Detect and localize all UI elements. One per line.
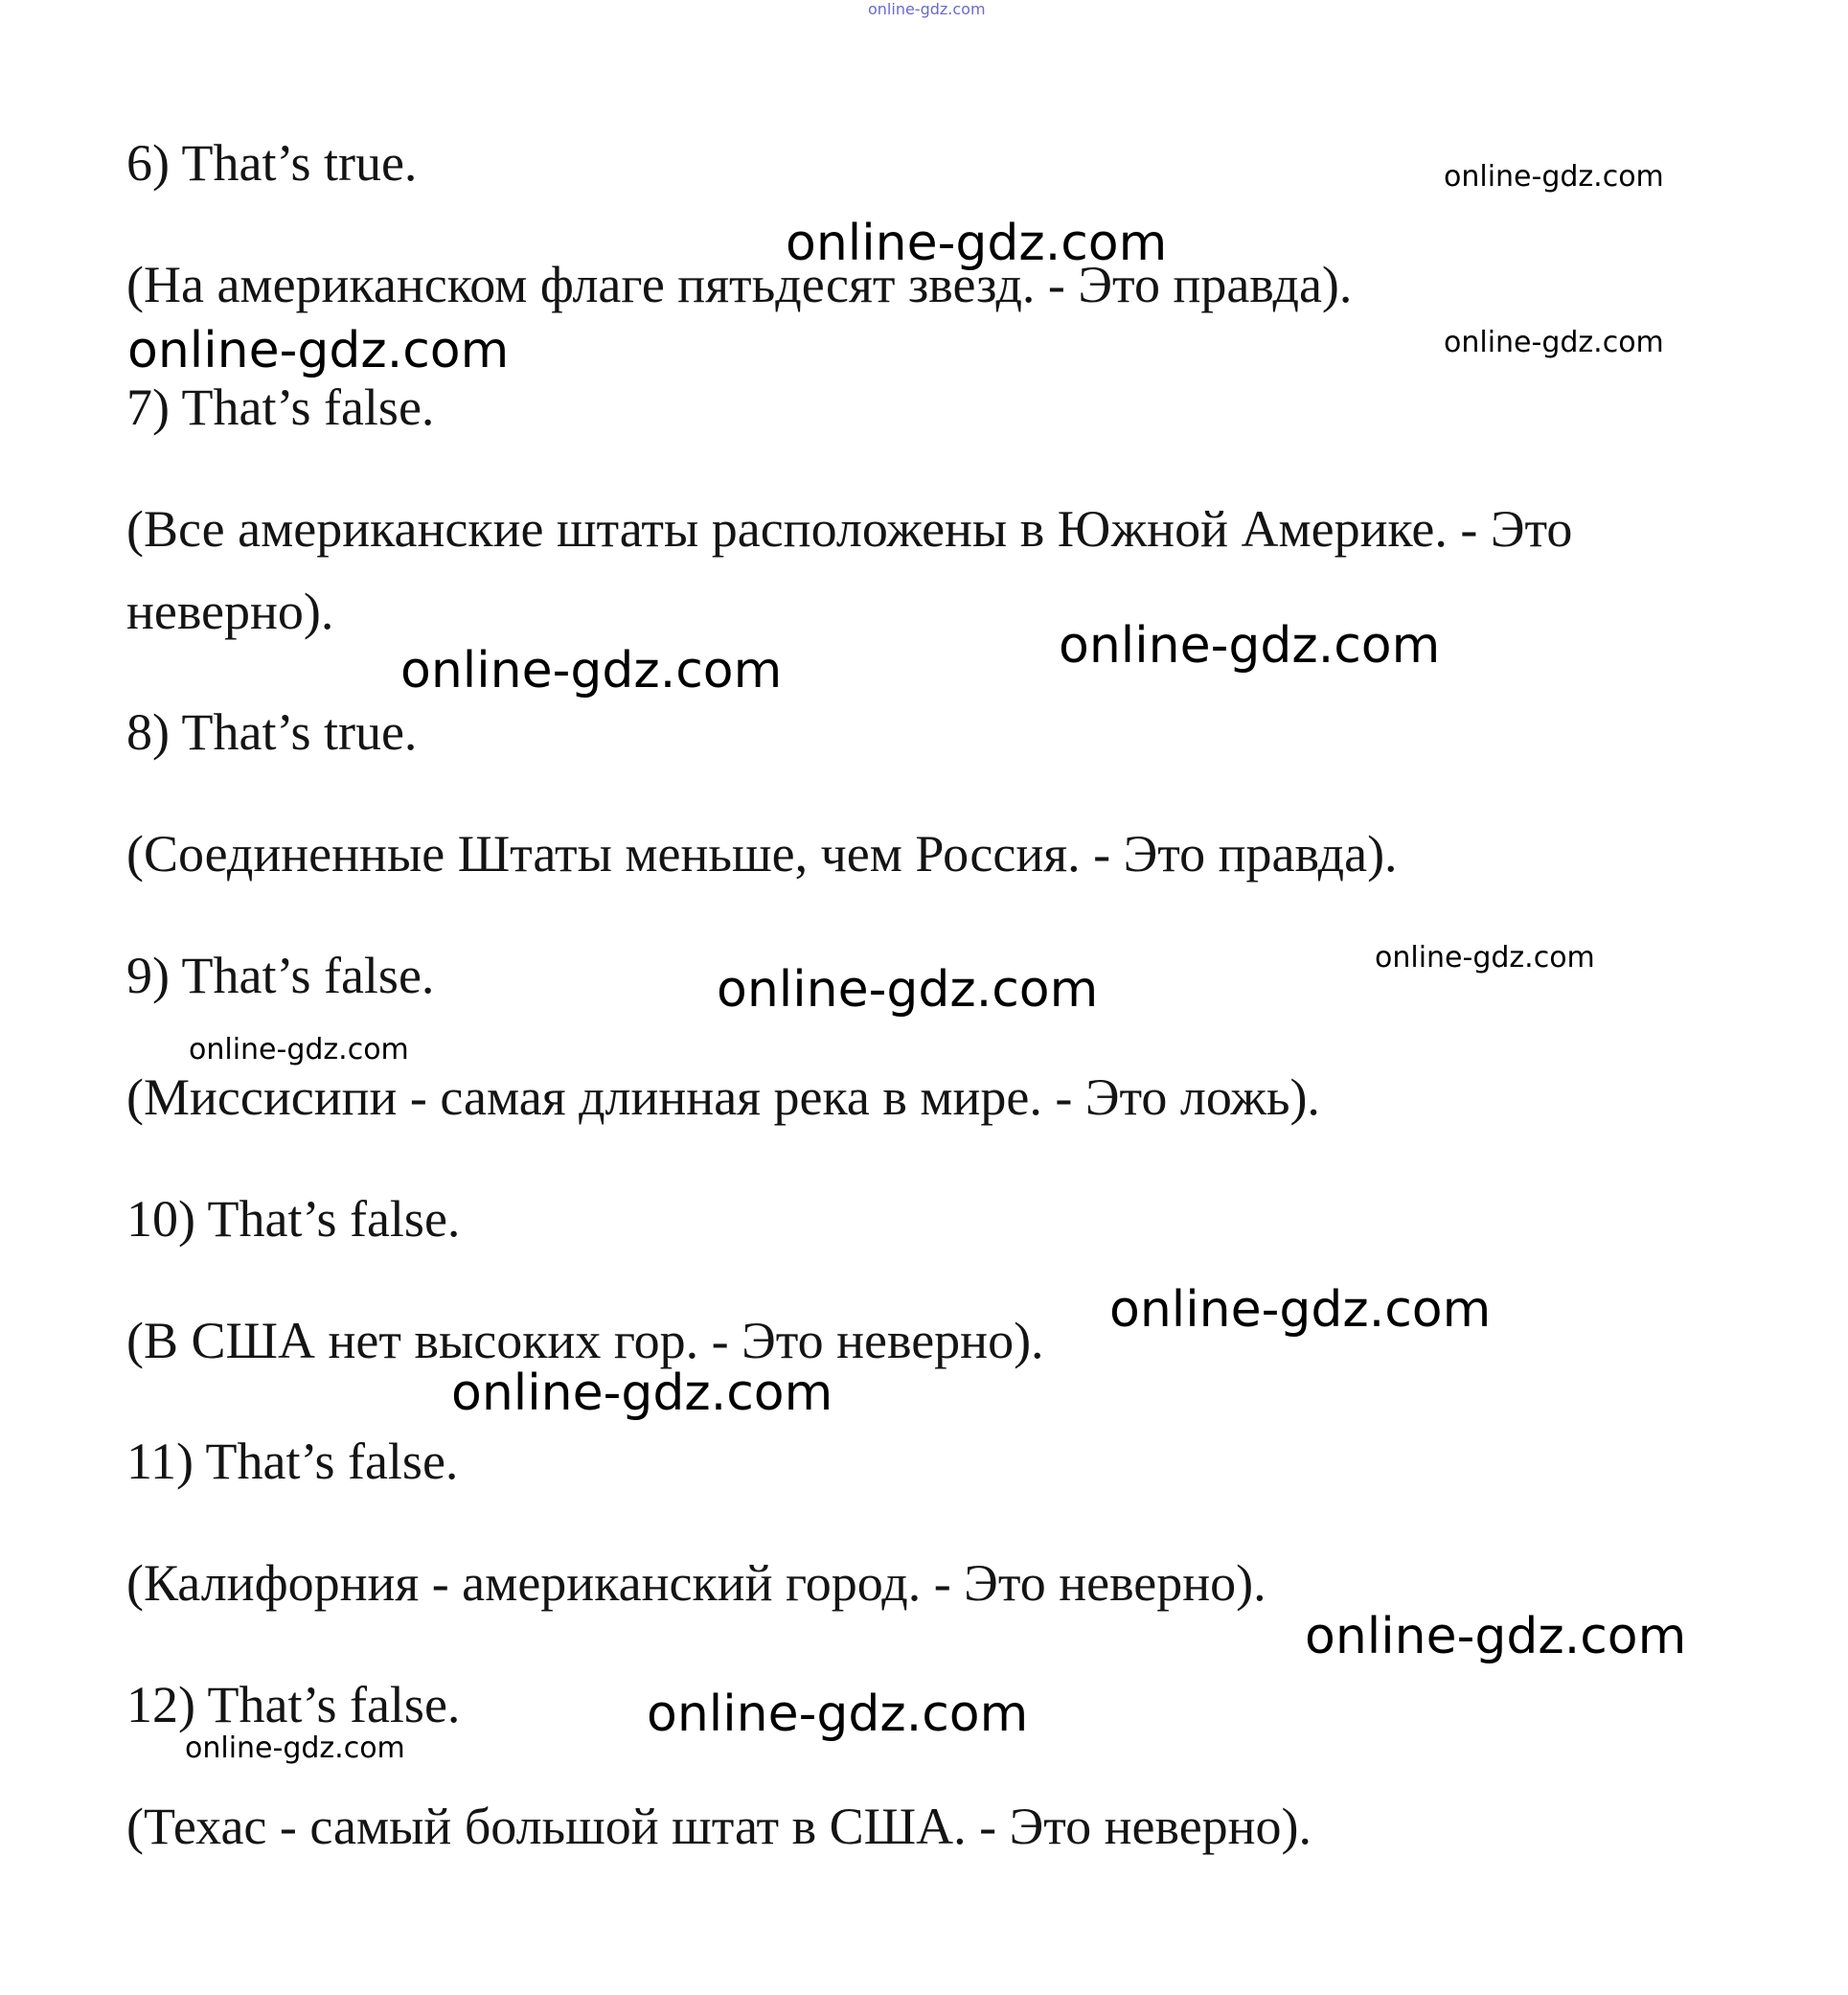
translation-8: (Соединенные Штаты меньше, чем Россия. - Это правда). — [126, 825, 1398, 883]
translation-9: (Миссисипи - самая длинная река в мире. - Это ложь). — [126, 1068, 1320, 1126]
watermark: online-gdz.com — [647, 1685, 1029, 1743]
answer-9: 9) That’s false. — [126, 947, 435, 1004]
watermark: online-gdz.com — [1305, 1608, 1687, 1665]
answer-7: 7) That’s false. — [126, 378, 435, 436]
translation-7-line1: (Все американские штаты расположены в Южной Америке. - Это — [126, 500, 1573, 558]
translation-10: (В США нет высоких гор. - Это неверно). — [126, 1312, 1044, 1369]
watermark: online-gdz.com — [1444, 326, 1664, 359]
answer-11: 11) That’s false. — [126, 1433, 459, 1490]
watermark-top: online-gdz.com — [868, 0, 986, 18]
answer-6: 6) That’s true. — [126, 134, 418, 192]
watermark: online-gdz.com — [1444, 160, 1664, 194]
watermark: online-gdz.com — [1375, 941, 1595, 975]
answer-8: 8) That’s true. — [126, 703, 418, 761]
watermark: online-gdz.com — [127, 322, 510, 379]
watermark: online-gdz.com — [786, 215, 1168, 272]
watermark: online-gdz.com — [400, 642, 783, 699]
watermark: online-gdz.com — [717, 961, 1099, 1019]
answer-12: 12) That’s false. — [126, 1676, 461, 1733]
watermark: online-gdz.com — [1109, 1281, 1492, 1339]
translation-6: (На американском флаге пятьдесят звезд. - Это правда). — [126, 256, 1353, 313]
watermark: online-gdz.com — [1059, 617, 1441, 675]
watermark: online-gdz.com — [451, 1364, 833, 1422]
translation-7-line2: неверно). — [126, 583, 334, 640]
answer-10: 10) That’s false. — [126, 1190, 461, 1248]
translation-12: (Техас - самый большой штат в США. - Это неверно). — [126, 1798, 1312, 1855]
translation-11: (Калифорния - американский город. - Это неверно). — [126, 1554, 1266, 1612]
watermark: online-gdz.com — [189, 1033, 409, 1066]
watermark: online-gdz.com — [185, 1731, 405, 1765]
